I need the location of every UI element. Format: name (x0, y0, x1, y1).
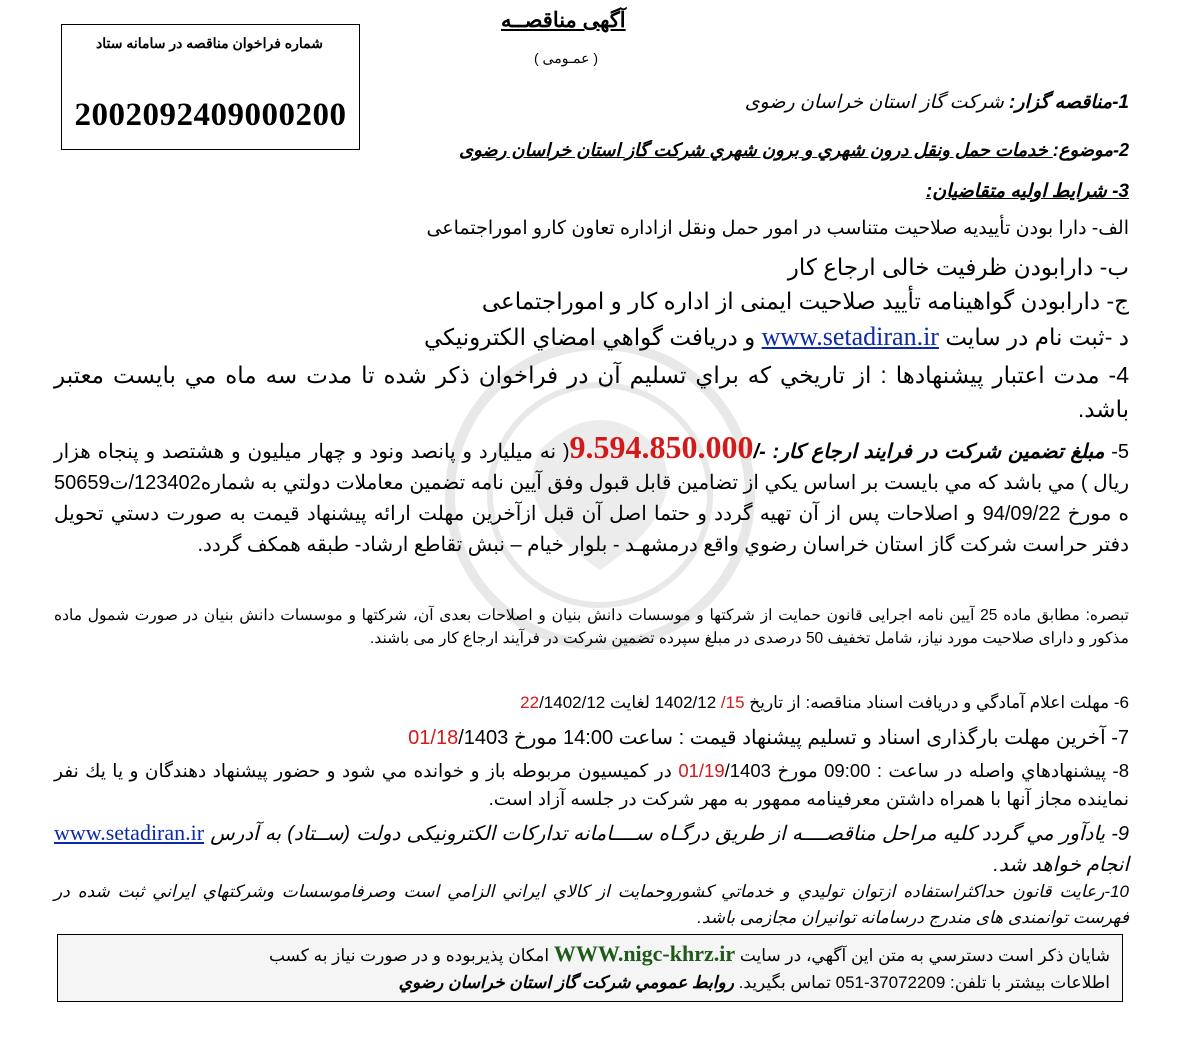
item-9-text: 9- يادآور مي گردد كليه مراحل مناقصــــه از طريق درگـاه ســــامانه تدارکات الکترونیکی دولت (ســتاد) به آدرس (210, 823, 1129, 845)
item-6-c: /1402/12 (539, 693, 606, 712)
item-10: 10-رعايت قانون حداكثراستفاده ازتوان توليدي و خدماتي كشوروحمايت از كالاي ايراني الزامي است وصرفاموسسات وشركتهاي ايراني ثبت شده در فهرست توانمندی های مندرج درسامانه توانیران مجازمی باشد. (54, 882, 1129, 927)
item-9-end: انجام خواهد شد. (993, 854, 1129, 876)
nigc-link[interactable]: WWW.nigc-khrz.ir (553, 941, 736, 966)
tender-number-label: شماره فراخوان مناقصه در سامانه ستاد (96, 35, 323, 51)
setad-link[interactable]: www.setadiran.ir (761, 322, 939, 351)
item-6-date1: 15/ (720, 693, 745, 712)
item-5-prefix: 5- (1104, 441, 1129, 463)
item-5-text: ( نه میلیارد و پانصد ونود و چهار میلیون و هشتصد و پنجاه هزار ریال ) مي باشد كه مي بايست بر اساس يكي از تضامين قابل قبول وفق آيين نامه تضمین معاملات دولتي به شماره123402/ت50659 ه مورخ 94/09/22 و اصلاحات پس از آن تهيه گردد و حتما اصل آن قبل ازآخرين مهلت ارائه پيشنهاد قيمت به صورت دستي تحويل دفتر حراست شركت گاز استان خراسان رضوي واقع درمشهـد - بلوار خيام – نبش تقاطع ارشاد- طبقه همكف گردد. (54, 441, 1130, 556)
item-9 (54, 817, 1129, 881)
footer-line-1-b: امكان پذيربوده و در صورت نياز به كسب (268, 946, 554, 965)
tender-number-value: 2002092409000200 (74, 97, 347, 133)
item-6 (520, 693, 1129, 713)
item-5-amount: 9.594.850.000 (569, 429, 754, 465)
footer-box (57, 934, 1123, 1002)
item-8-a: 8- پیشنهادهاي واصله در ساعت : 09:00 مورخ (770, 760, 1129, 781)
footer-line-1-a: شايان ذكر است دسترسي به متن اين آگهي، در سايت (735, 946, 1110, 965)
item-8 (54, 757, 1129, 813)
item-3-dal (424, 322, 1129, 352)
item-8-c: /1403 در كميسيون مربوطه باز و خوانده مي شود و حضور پيشنهاد دهندگان و يا يك نفر نماينده مجاز آنها با همراه داشتن معرفينامه ممهور به مهر شركت در جلسه آزاد است. (54, 760, 1129, 809)
setad-link-2[interactable]: www.setadiran.ir (54, 820, 205, 845)
item-2 (379, 140, 1129, 161)
item-7-c: /1403 (458, 727, 509, 749)
item-2-value: خدمات حمل ونقل درون شهري و برون شهري شرکت گاز استان خراسان رضوی (459, 140, 1053, 160)
item-5-label: مبلغ تضمین شرکت در فرایند ارجاع کار: -/ (753, 441, 1105, 463)
item-3-alef: الف- دارا بودن تأییدیه صلاحیت متناسب در امور حمل ونقل ازاداره تعاون کارو اموراجتماعی (426, 218, 1129, 239)
item-8-date: 01/19 (678, 760, 725, 781)
item-3-dal-before: د -ثبت نام در سایت (938, 324, 1129, 350)
item-6-a: 6- مهلت اعلام آمادگي و دريافت اسناد مناقصه: از تاريخ (744, 693, 1129, 712)
item-1-value: شرکت گاز استان خراسان رضوی (744, 92, 1010, 113)
item-3-dal-after: و دریافت گواهي امضاي الكترونيكي (423, 324, 762, 350)
item-5 (54, 429, 1130, 561)
footer-line-2-b: روابط عمومي شركت گاز استان خراسان رضوي (398, 973, 734, 992)
item-6-b: 1402/12 لغايت (605, 693, 721, 712)
item-7-a: 7- آخرين مهلت بارگذاری اسناد و تسليم پيشنهاد قيمت : ساعت 14:00 مورخ (508, 727, 1129, 749)
item-3-be: ب- دارابودن ظرفیت خالی ارجاع کار (787, 254, 1129, 280)
item-1-label: 1-مناقصه گزار: (1009, 92, 1129, 113)
footer-line-1 (269, 941, 1110, 967)
tender-number-box (61, 24, 360, 150)
item-7-date: 01/18 (408, 727, 459, 749)
item-6-date2: 22 (520, 693, 540, 712)
page-subtitle: ( عمـومی ) (534, 50, 599, 66)
footer-line-2 (399, 973, 1110, 993)
item-1 (745, 91, 1129, 114)
item-4: 4- مدت اعتبار پیشنهادها : از تاريخي كه براي تسليم آن در فراخوان ذكر شده تا مدت سه ماه مي بايست معتبر باشد. (54, 362, 1129, 422)
page-title: آگهی مناقصــه (501, 9, 626, 32)
item-3-jim: ج- دارابودن گواهینامه تأیید صلاحیت ایمنی از اداره کار و اموراجتماعی (481, 288, 1129, 314)
item-7 (408, 725, 1129, 750)
item-2-label: 2-موضوع: (1052, 140, 1129, 160)
note-paragraph: تبصره: مطابق ماده 25 آیین نامه اجرایی قانون حمایت از شرکتها و موسسات دانش بنیان و اصلاحات بعدی آن، شرکتها و موسسات دانش بنیان در صورت شمول ماده مذکور و دارای صلاحیت مورد نیاز، شامل تخفیف 50 درصدی در مبلغ سپرده تضمین شرکت در فرآیند ارجاع کار می باشند. (54, 607, 1129, 647)
footer-line-2-a: اطلاعات بيشتر با تلفن: 37072209-051 تماس بگيريد. (733, 973, 1110, 992)
item-3-heading: 3- شرایط اولیه متقاضیان: (925, 181, 1129, 202)
